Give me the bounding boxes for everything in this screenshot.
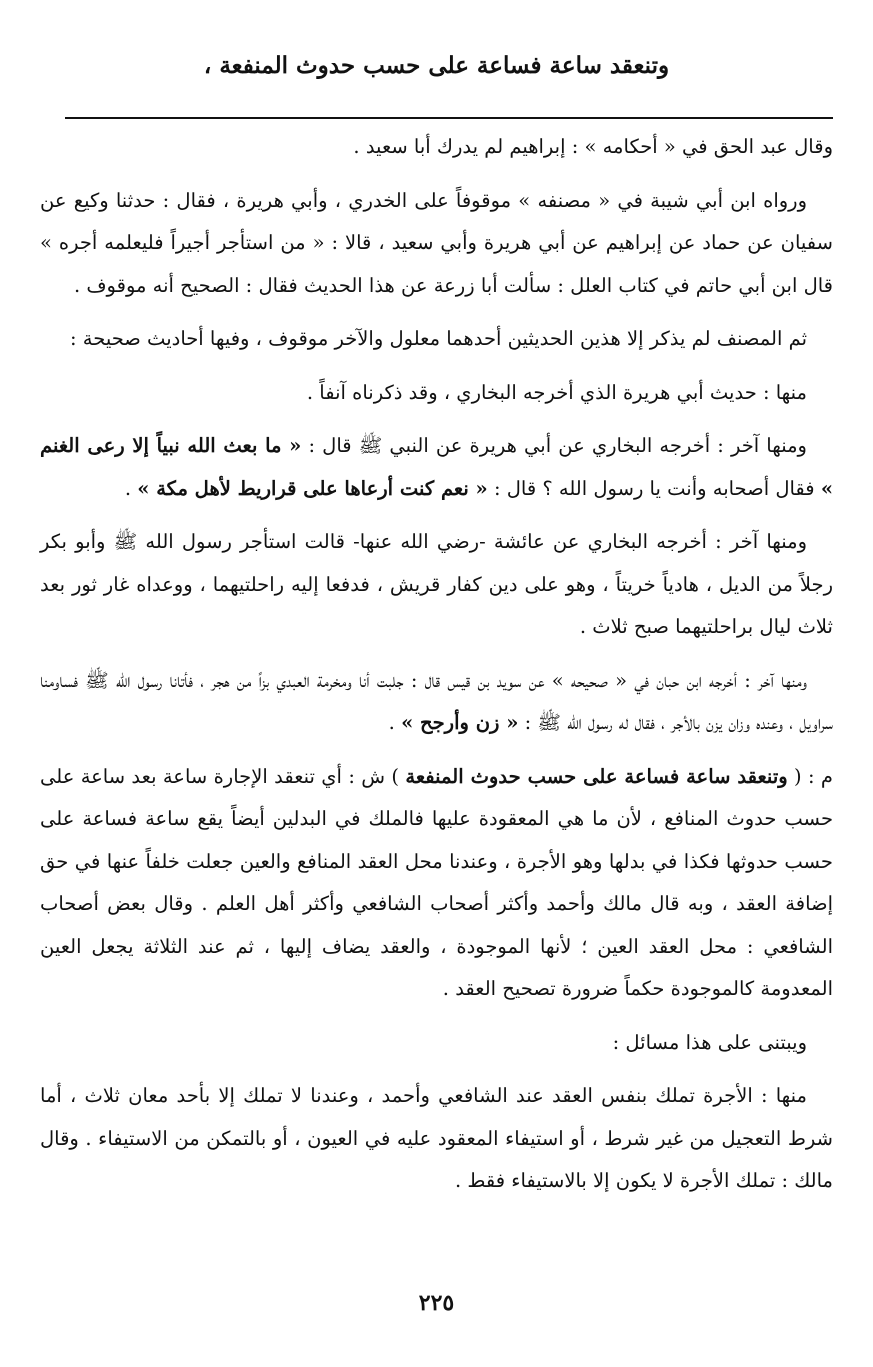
text-segment: ومنها آخر : أخرجه ابن حبان في « صحيحه » عن سويد بن قيس قال : جلبت أنا ومخرمة العبدي بزاً من هجر ، فأتانا رسول الله ﷺ فساومنا سراويل ، وعنده وزان يزن بالأجر ، فقال له رسول الله ﷺ :	[40, 668, 833, 734]
paragraph	[40, 1075, 833, 1203]
text-segment: ورواه ابن أبي شيبة في « مصنفه » موقوفاً على الخدري ، وأبي هريرة ، فقال : حدثنا وكيع عن سفيان عن حماد عن إبراهيم عن أبي هريرة وأبي سعيد ، قالا : « من استأجر أجيراً فليعلمه أجره » قال ابن أبي حاتم في كتاب العلل : سألت أبا زرعة عن هذا الحديث فقال : الصحيح أنه موقوف .	[40, 188, 833, 297]
text-segment: ) ش : أي تنعقد الإجارة ساعة بعد ساعة على حسب حدوث المنافع ، لأن ما هي المعقودة عليها فالملك في البدلين أيضاً يقع ساعة فساعة على حسب حدوثها فكذا في بدلها وهو الأجرة ، وعندنا محل العقد المنافع والعين جعلت خلفاً عنها في حق إضافة العقد ، وبه قال مالك وأحمد وأكثر أصحاب الشافعي وأكثر أهل العلم . وقال بعض أصحاب الشافعي : محل العقد العين ؛ لأنها الموجودة ، والعقد يضاف إليها ، ثم عند الثلاثة يجعل العين المعدومة كالموجودة حكماً ضرورة تصحيح العقد .	[40, 764, 833, 1000]
paragraph	[40, 521, 833, 649]
text-segment: ومنها آخر : أخرجه البخاري عن أبي هريرة عن النبي ﷺ قال :	[301, 434, 807, 457]
paragraph	[40, 180, 833, 308]
body-text	[40, 126, 833, 1214]
bold-text-segment: « نعم كنت أرعاها على قراريط لأهل مكة »	[137, 476, 488, 500]
bold-text-segment: « ما بعث الله نبياً إلا رعى الغنم »	[40, 434, 833, 500]
header-rule	[65, 117, 833, 119]
paragraph	[40, 756, 833, 1011]
paragraph	[40, 1022, 833, 1065]
bold-text-segment: « زن وأرجح »	[401, 711, 519, 734]
text-segment: م : (	[787, 764, 833, 788]
text-segment: ثم المصنف لم يذكر إلا هذين الحديثين أحدهما معلول والآخر موقوف ، وفيها أحاديث صحيحة :	[70, 327, 807, 350]
paragraph	[40, 126, 833, 169]
text-segment: وقال عبد الحق في « أحكامه » : إبراهيم لم يدرك أبا سعيد .	[353, 135, 833, 158]
page-number: ٢٢٥	[418, 1290, 455, 1316]
text-segment: منها : الأجرة تملك بنفس العقد عند الشافعي وأحمد ، وعندنا لا تملك إلا بأحد معان ثلاث ، أما شرط التعجيل من غير شرط ، أو استيفاء المعقود عليه في العيون ، أو بالتمكن من الاستيفاء . وقال مالك : تملك الأجرة لا يكون إلا بالاستيفاء فقط .	[40, 1084, 833, 1192]
text-segment: .	[388, 711, 402, 734]
text-segment: ومنها آخر : أخرجه البخاري عن عائشة -رضي الله عنها- قالت استأجر رسول الله ﷺ وأبو بكر رجلاً من الديل ، هادياً خريتاً ، وهو على دين كفار قريش ، فدفعا إليه راحلتيهما ، ووعداه غار ثور بعد ثلاث ليال براحلتيهما صبح ثلاث .	[40, 530, 833, 638]
paragraph	[40, 660, 833, 745]
text-segment: .	[124, 476, 138, 500]
text-segment: فقال أصحابه وأنت يا رسول الله ؟ قال :	[487, 476, 821, 500]
paragraph	[40, 425, 833, 510]
bold-text-segment: وتنعقد ساعة فساعة على حسب حدوث المنفعة	[405, 764, 788, 788]
running-title: وتنعقد ساعة فساعة على حسب حدوث المنفعة ،	[203, 52, 670, 79]
paragraph	[40, 372, 833, 415]
text-segment: ويبتنى على هذا مسائل :	[612, 1030, 807, 1054]
paragraph	[40, 318, 833, 361]
text-segment: منها : حديث أبي هريرة الذي أخرجه البخاري ، وقد ذكرناه آنفاً .	[306, 380, 807, 404]
